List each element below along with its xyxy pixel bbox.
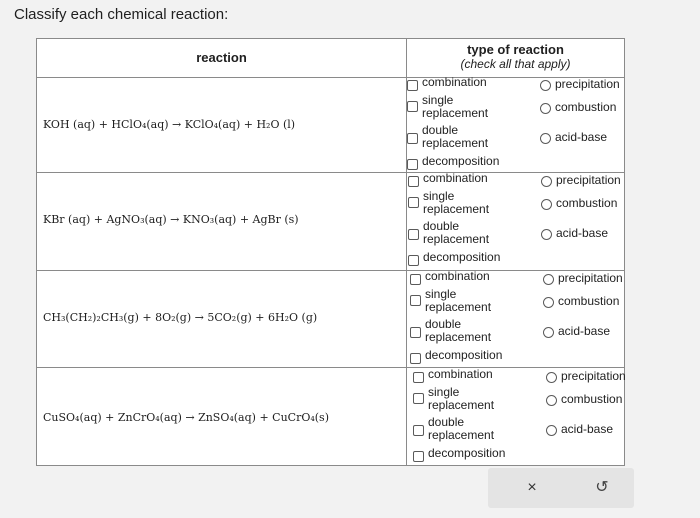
double-label-line2: replacement — [425, 330, 492, 344]
reaction-row — [37, 367, 624, 465]
decomposition-label: decomposition — [423, 250, 501, 264]
combination-checkbox[interactable] — [410, 274, 421, 285]
double-label-line1: double — [425, 317, 462, 331]
single-label-line2: replacement — [428, 398, 495, 412]
single-checkbox[interactable] — [413, 393, 424, 404]
acid-base-checkbox[interactable] — [541, 229, 552, 240]
double-label — [428, 416, 494, 442]
decomposition-checkbox[interactable] — [407, 159, 418, 170]
header-type-sub: (check all that apply) — [460, 57, 571, 71]
double-label-line2: replacement — [422, 136, 489, 150]
precipitation-checkbox[interactable] — [540, 80, 551, 91]
reaction-row — [37, 77, 624, 173]
single-label-line2: replacement — [425, 300, 492, 314]
combustion-checkbox[interactable] — [541, 199, 552, 210]
combustion-label: combustion — [558, 294, 620, 308]
acid-base-label: acid-base — [556, 226, 609, 240]
combustion-checkbox[interactable] — [546, 395, 557, 406]
decomposition-checkbox[interactable] — [410, 353, 421, 364]
double-label-line1: double — [428, 415, 465, 429]
precipitation-checkbox[interactable] — [546, 372, 557, 383]
reaction-row — [37, 270, 624, 368]
precipitation-checkbox[interactable] — [543, 274, 554, 285]
combustion-checkbox[interactable] — [543, 297, 554, 308]
single-label-line2: replacement — [422, 106, 489, 120]
double-checkbox[interactable] — [410, 327, 421, 338]
decomposition-label: decomposition — [428, 446, 506, 460]
double-checkbox[interactable] — [413, 425, 424, 436]
double-label-line1: double — [422, 123, 459, 137]
double-label-line2: replacement — [423, 232, 490, 246]
single-label — [423, 190, 489, 216]
reset-icon[interactable]: ↺ — [595, 479, 609, 496]
acid-base-label: acid-base — [558, 324, 611, 338]
reaction-equation: CH₃(CH₂)₂CH₃(g) + 8O₂(g) → 5CO₂(g) + 6H₂O (g) — [43, 311, 318, 324]
single-label — [422, 94, 488, 120]
combustion-label: combustion — [561, 392, 623, 406]
double-label — [422, 124, 488, 150]
header-type — [407, 43, 624, 71]
answer-toolbar — [488, 468, 634, 508]
combination-label: combination — [423, 171, 488, 185]
combination-label: combination — [422, 75, 487, 89]
combustion-label: combustion — [555, 100, 617, 114]
decomposition-checkbox[interactable] — [408, 255, 419, 266]
combination-checkbox[interactable] — [408, 176, 419, 187]
decomposition-label: decomposition — [422, 154, 500, 168]
precipitation-checkbox[interactable] — [541, 176, 552, 187]
acid-base-checkbox[interactable] — [540, 133, 551, 144]
single-checkbox[interactable] — [407, 101, 418, 112]
combination-checkbox[interactable] — [413, 372, 424, 383]
prompt: Classify each chemical reaction: — [14, 6, 229, 23]
acid-base-checkbox[interactable] — [543, 327, 554, 338]
double-label-line2: replacement — [428, 428, 495, 442]
acid-base-label: acid-base — [555, 130, 608, 144]
precipitation-label: precipitation — [561, 369, 626, 383]
double-label — [425, 318, 491, 344]
combustion-checkbox[interactable] — [540, 103, 551, 114]
single-label-line2: replacement — [423, 202, 490, 216]
double-checkbox[interactable] — [408, 229, 419, 240]
single-label — [425, 288, 491, 314]
double-label — [423, 220, 489, 246]
precipitation-label: precipitation — [555, 77, 620, 91]
precipitation-label: precipitation — [558, 271, 623, 285]
double-label-line1: double — [423, 219, 460, 233]
reaction-equation: CuSO₄(aq) + ZnCrO₄(aq) → ZnSO₄(aq) + CuCrO₄(s) — [43, 411, 329, 424]
combination-label: combination — [425, 269, 490, 283]
double-checkbox[interactable] — [407, 133, 418, 144]
decomposition-checkbox[interactable] — [413, 451, 424, 462]
combination-checkbox[interactable] — [407, 80, 418, 91]
header-type-title: type of reaction — [467, 42, 564, 57]
header-reaction: reaction — [196, 50, 247, 65]
reaction-equation: KBr (aq) + AgNO₃(aq) → KNO₃(aq) + AgBr (s) — [43, 213, 299, 226]
single-label-line1: single — [425, 287, 457, 301]
close-icon[interactable]: × — [527, 479, 537, 496]
single-checkbox[interactable] — [410, 295, 421, 306]
acid-base-checkbox[interactable] — [546, 425, 557, 436]
combustion-label: combustion — [556, 196, 618, 210]
reaction-equation: KOH (aq) + HClO₄(aq) → KClO₄(aq) + H₂O (l) — [43, 118, 296, 131]
decomposition-label: decomposition — [425, 348, 503, 362]
table-header — [37, 39, 624, 78]
single-checkbox[interactable] — [408, 197, 419, 208]
single-label-line1: single — [422, 93, 454, 107]
combination-label: combination — [428, 367, 493, 381]
reaction-table — [36, 38, 625, 466]
single-label-line1: single — [428, 385, 460, 399]
single-label — [428, 386, 494, 412]
precipitation-label: precipitation — [556, 173, 621, 187]
reaction-row — [37, 172, 624, 271]
single-label-line1: single — [423, 189, 455, 203]
acid-base-label: acid-base — [561, 422, 614, 436]
